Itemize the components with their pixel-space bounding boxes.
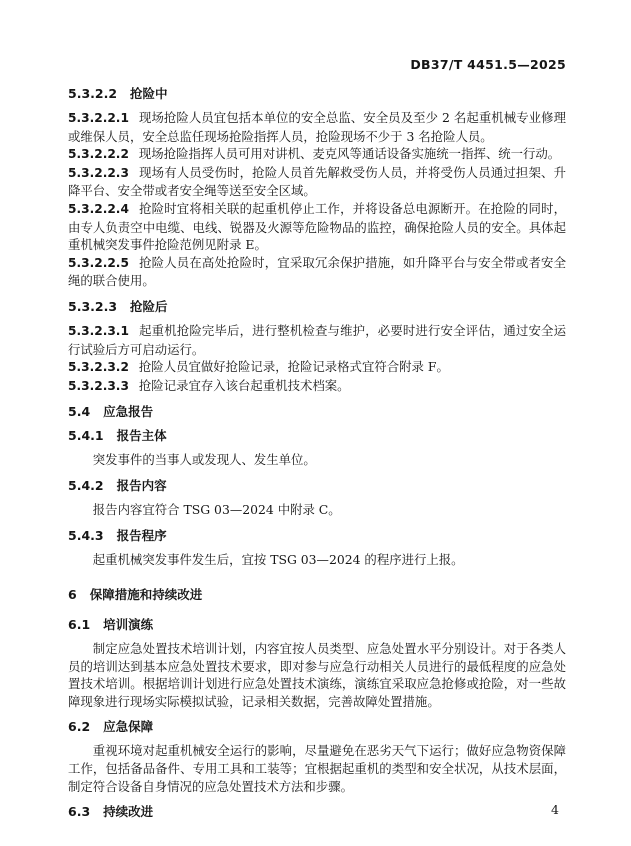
- clause-title: 报告主体: [116, 428, 167, 444]
- clause-heading: [68, 87, 566, 101]
- clause-title: 培训演练: [103, 617, 154, 633]
- clause-title: 抢险后: [130, 298, 168, 314]
- clause-number: 5.3.2.3.3: [68, 378, 129, 393]
- clause-text: 现场有人员受伤时，抢险人员首先解救受伤人员，并将受伤人员通过担架、升降平台、安全带或者安全绳等送至安全区域。: [68, 164, 566, 199]
- clause-text: 现场抢险人员宜包括本单位的安全总监、安全员及至少 2 名起重机械专业修理或维保人员，安全总监任现场抢险指挥人员，抢险现场不少于 3 名抢险人员。: [68, 110, 566, 144]
- clause-number: 5.4: [68, 404, 91, 420]
- clause-heading: [68, 300, 566, 314]
- body-paragraph: 报告内容宜符合 TSG 03—2024 中附录 C。: [92, 501, 341, 517]
- clause-number: 5.3.2.2.3: [68, 165, 129, 180]
- clause-heading: [68, 720, 566, 734]
- doc-number: DB37/T 4451.5—2025: [410, 57, 566, 72]
- clause-paragraph: [68, 164, 566, 200]
- clause-number: 5.3.2.3.2: [68, 360, 129, 375]
- clause-number: 5.3.2.2.5: [68, 255, 129, 270]
- clause-title: 持续改进: [103, 804, 154, 820]
- clause-title: 应急报告: [103, 404, 154, 420]
- clause-number: 5.3.2.2.4: [68, 201, 129, 216]
- clause-heading: [68, 405, 566, 419]
- clause-heading: [68, 479, 566, 493]
- clause-heading: [68, 618, 566, 632]
- clause-number: 6: [68, 587, 77, 603]
- body-paragraph: 突发事件的当事人或发现人、发生单位。: [92, 452, 316, 468]
- clause-title: 报告内容: [116, 477, 167, 493]
- clause-title: 保障措施和持续改进: [89, 587, 203, 603]
- body-paragraph: 制定应急处置技术培训计划，内容宜按人员类型、应急处置水平分别设计。对于各类人员的培训达到基本应急处置技术要求，即对参与应急行动相关人员进行的最低程度的应急处置技术培训。根据培训计划进行应急处置技术演练，演练宜采取应急抢修或抢险，对一些故障现象进行现场实际模拟试验，记录相关数据，完善故障处置措施。: [68, 641, 566, 709]
- clause-text: 抢险记录宜存入该台起重机技术档案。: [138, 377, 350, 393]
- clause-number: 5.4.2: [68, 477, 104, 493]
- clause-number: 5.3.2.3.1: [68, 323, 129, 338]
- page-number: 4: [551, 802, 559, 817]
- clause-number: 5.3.2.2.1: [68, 111, 129, 125]
- clause-number: 6.1: [68, 617, 91, 633]
- clause-number: 5.4.1: [68, 428, 104, 444]
- clause-text: 抢险人员宜做好抢险记录，抢险记录格式宜符合附录 F。: [138, 359, 449, 375]
- clause-text: 抢险人员在高处抢险时，宜采取冗余保护措施，如升降平台与安全带或者安全绳的联合使用。: [68, 254, 566, 289]
- body-paragraph: 重视环境对起重机械安全运行的影响，尽量避免在恶劣天气下运行；做好应急物资保障工作，包括备品备件、专用工具和工装等；宜根据起重机的类型和安全状况，从技术层面，制定符合设备自身情况的应急处置技术方法和步骤。: [68, 743, 566, 794]
- clause-paragraph: [68, 145, 566, 164]
- clause-number: 6.3: [68, 804, 91, 820]
- clause-title: 应急保障: [103, 719, 154, 735]
- clause-title: 抢险中: [130, 86, 168, 101]
- clause-number: 5.3.2.2.2: [68, 147, 129, 162]
- clause-text: 抢险时宜将相关联的起重机停止工作，并将设备总电源断开。在抢险的同时，由专人负责空中电缆、电线、锐器及火源等危险物品的监控，确保抢险人员的安全。具体起重机械突发事件抢险范例见附录 E。: [68, 200, 566, 253]
- clause-heading: [68, 429, 566, 443]
- clause-paragraph: [68, 254, 566, 290]
- clause-heading: [68, 529, 566, 543]
- clause-title: 报告程序: [116, 527, 167, 543]
- clause-paragraph: [68, 109, 566, 145]
- clause-heading: [68, 805, 566, 819]
- clause-paragraph: [68, 322, 566, 358]
- clause-paragraph: [68, 358, 566, 377]
- body-paragraph: 起重机械突发事件发生后，宜按 TSG 03—2024 的程序进行上报。: [92, 551, 464, 567]
- clause-number: 5.4.3: [68, 527, 104, 543]
- section-heading: [68, 588, 566, 602]
- clause-number: 5.3.2.3: [68, 298, 118, 314]
- clause-text: 起重机抢险完毕后，进行整机检查与维护，必要时进行安全评估，通过安全运行试验后方可启动运行。: [68, 322, 566, 357]
- clause-number: 5.3.2.2: [68, 86, 118, 101]
- clause-number: 6.2: [68, 719, 91, 735]
- clause-text: 现场抢险指挥人员可用对讲机、麦克风等通话设备实施统一指挥、统一行动。: [138, 146, 561, 162]
- clause-paragraph: [68, 377, 566, 396]
- clause-paragraph: [68, 200, 566, 254]
